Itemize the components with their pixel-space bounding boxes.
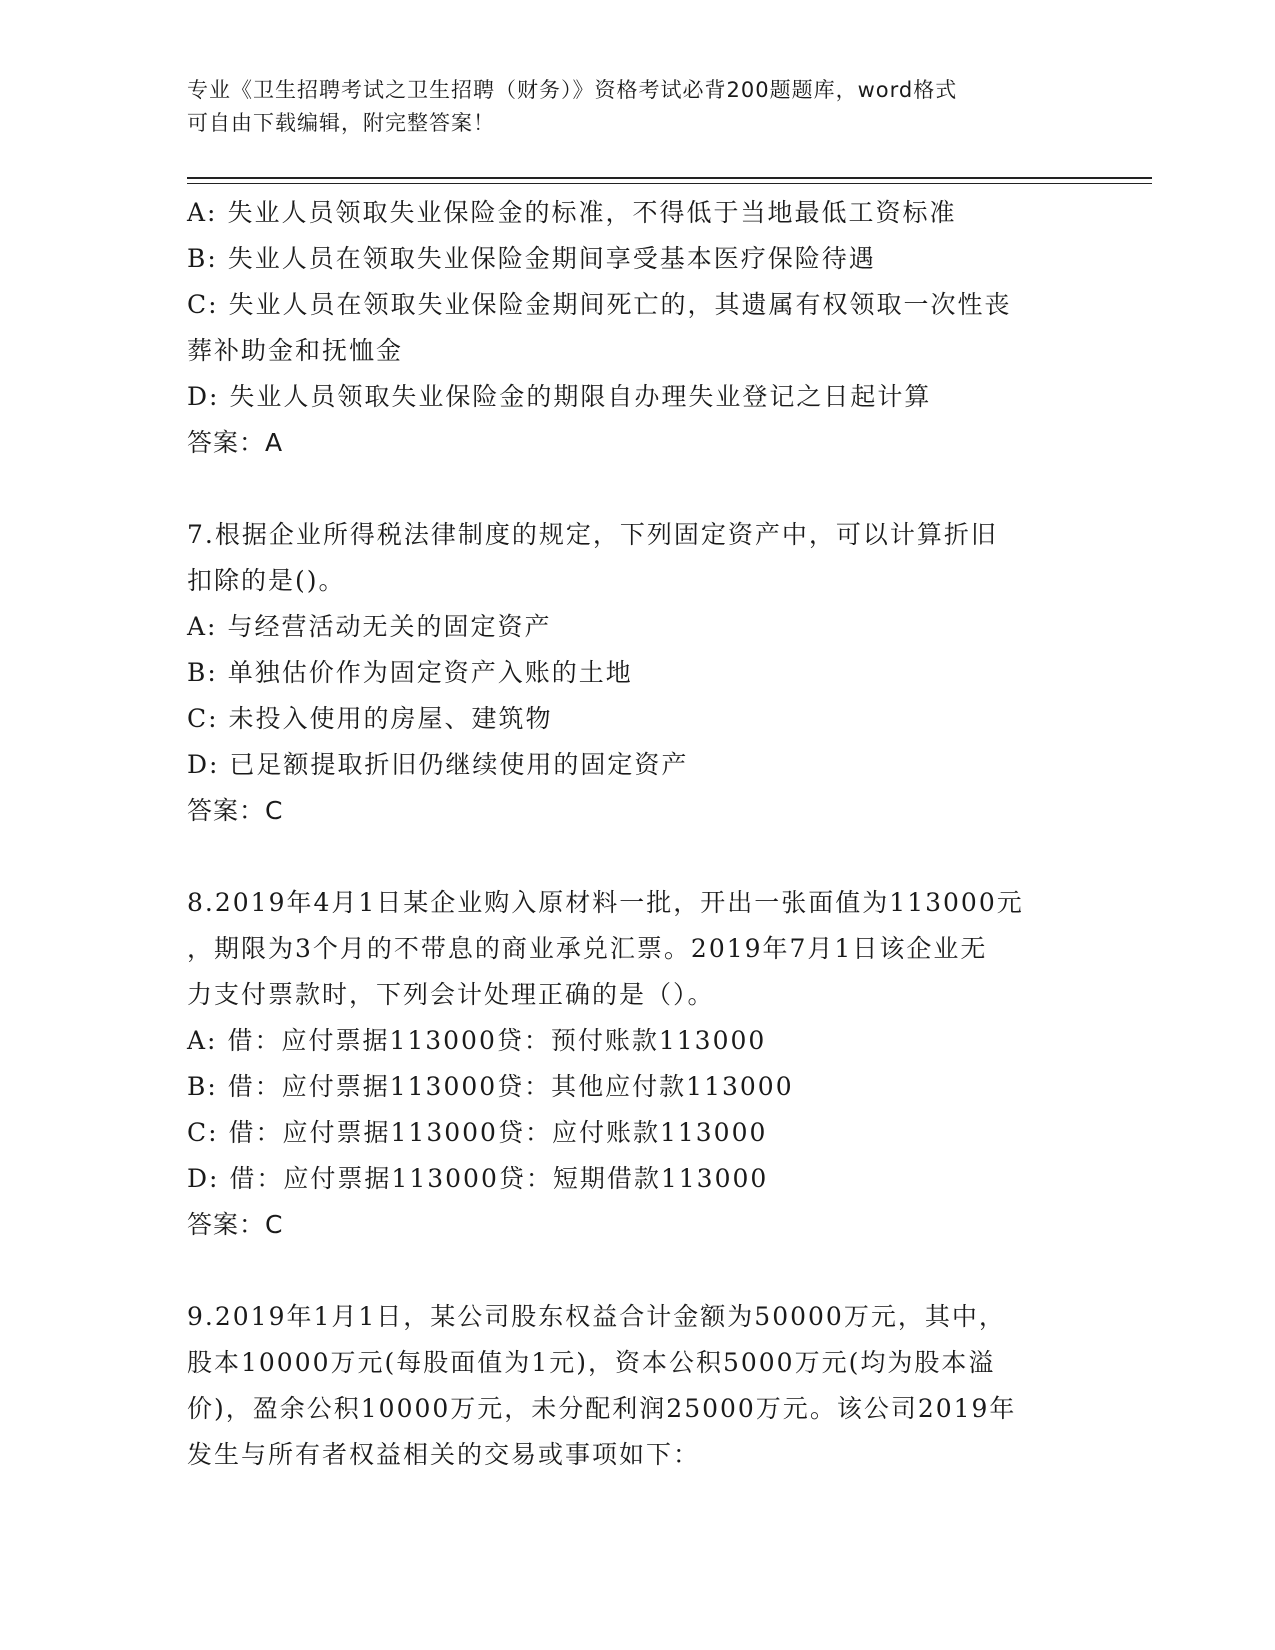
option-letter: C: <box>187 1118 219 1147</box>
option-letter: A: <box>187 612 218 641</box>
option-d <box>187 374 1087 420</box>
question-8 <box>187 880 1087 1248</box>
question-stem: 发生与所有者权益相关的交易或事项如下： <box>187 1440 701 1469</box>
option-c <box>187 1110 1087 1156</box>
option-text: 借：应付票据113000贷：短期借款113000 <box>229 1164 769 1193</box>
header-subtitle-line: 可自由下载编辑，附完整答案！ <box>187 111 495 135</box>
spacer <box>187 466 1087 512</box>
question-list <box>187 190 1087 1478</box>
option-text: 未投入使用的房屋、建筑物 <box>228 704 553 733</box>
option-letter: B: <box>187 244 218 273</box>
option-text: 借：应付票据113000贷：应付账款113000 <box>228 1118 768 1147</box>
answer-label: 答案：C <box>187 796 284 825</box>
option-a <box>187 1018 1087 1064</box>
option-c <box>187 282 1087 328</box>
question-stem: 9.2019年1月1日，某公司股东权益合计金额为50000万元，其中， <box>187 1302 1006 1331</box>
header-rule-thick <box>187 177 1152 179</box>
question-stem: 7.根据企业所得税法律制度的规定，下列固定资产中，可以计算折旧 <box>187 520 998 549</box>
option-text: 与经营活动无关的固定资产 <box>227 612 552 641</box>
option-c-continued: 葬补助金和抚恤金 <box>187 336 404 365</box>
question-stem: 股本10000万元(每股面值为1元)，资本公积5000万元(均为股本溢 <box>187 1348 996 1377</box>
option-letter: C: <box>187 290 219 319</box>
question-stem: 8.2019年4月1日某企业购入原材料一批，开出一张面值为113000元 <box>187 888 1024 917</box>
option-letter: A: <box>187 198 218 227</box>
spacer <box>187 834 1087 880</box>
option-text: 失业人员在领取失业保险金期间享受基本医疗保险待遇 <box>227 244 876 273</box>
option-letter: B: <box>187 658 218 687</box>
option-a <box>187 190 1087 236</box>
option-letter: D: <box>187 750 220 779</box>
option-letter: D: <box>187 1164 220 1193</box>
question-stem: 价)，盈余公积10000万元，未分配利润25000万元。该公司2019年 <box>187 1394 1017 1423</box>
option-d <box>187 1156 1087 1202</box>
option-b <box>187 1064 1087 1110</box>
option-text: 单独估价作为固定资产入账的土地 <box>227 658 633 687</box>
question-stem: ，期限为3个月的不带息的商业承兑汇票。2019年7月1日该企业无 <box>187 934 988 963</box>
option-letter: A: <box>187 1026 218 1055</box>
option-a <box>187 604 1087 650</box>
header-title-line: 专业《卫生招聘考试之卫生招聘（财务）》资格考试必背200题题库，word格式 <box>187 78 958 102</box>
answer-label: 答案：A <box>187 428 284 457</box>
question-7 <box>187 512 1087 834</box>
option-c <box>187 696 1087 742</box>
header-rule-thin <box>187 183 1152 184</box>
option-text: 失业人员领取失业保险金的标准，不得低于当地最低工资标准 <box>227 198 957 227</box>
option-text: 失业人员在领取失业保险金期间死亡的，其遗属有权领取一次性丧 <box>228 290 1012 319</box>
option-text: 失业人员领取失业保险金的期限自办理失业登记之日起计算 <box>229 382 932 411</box>
question-stem: 力支付票款时，下列会计处理正确的是（）。 <box>187 980 715 1009</box>
option-text: 借：应付票据113000贷：其他应付款113000 <box>227 1072 794 1101</box>
question-9 <box>187 1294 1087 1478</box>
answer-label: 答案：C <box>187 1210 284 1239</box>
option-b <box>187 236 1087 282</box>
option-d <box>187 742 1087 788</box>
option-letter: D: <box>187 382 220 411</box>
question-6 <box>187 190 1087 466</box>
document-header <box>187 74 1067 140</box>
question-stem: 扣除的是()。 <box>187 566 346 595</box>
option-text: 借：应付票据113000贷：预付账款113000 <box>227 1026 767 1055</box>
option-letter: B: <box>187 1072 218 1101</box>
option-text: 已足额提取折旧仍继续使用的固定资产 <box>229 750 689 779</box>
option-b <box>187 650 1087 696</box>
spacer <box>187 1248 1087 1294</box>
option-letter: C: <box>187 704 219 733</box>
